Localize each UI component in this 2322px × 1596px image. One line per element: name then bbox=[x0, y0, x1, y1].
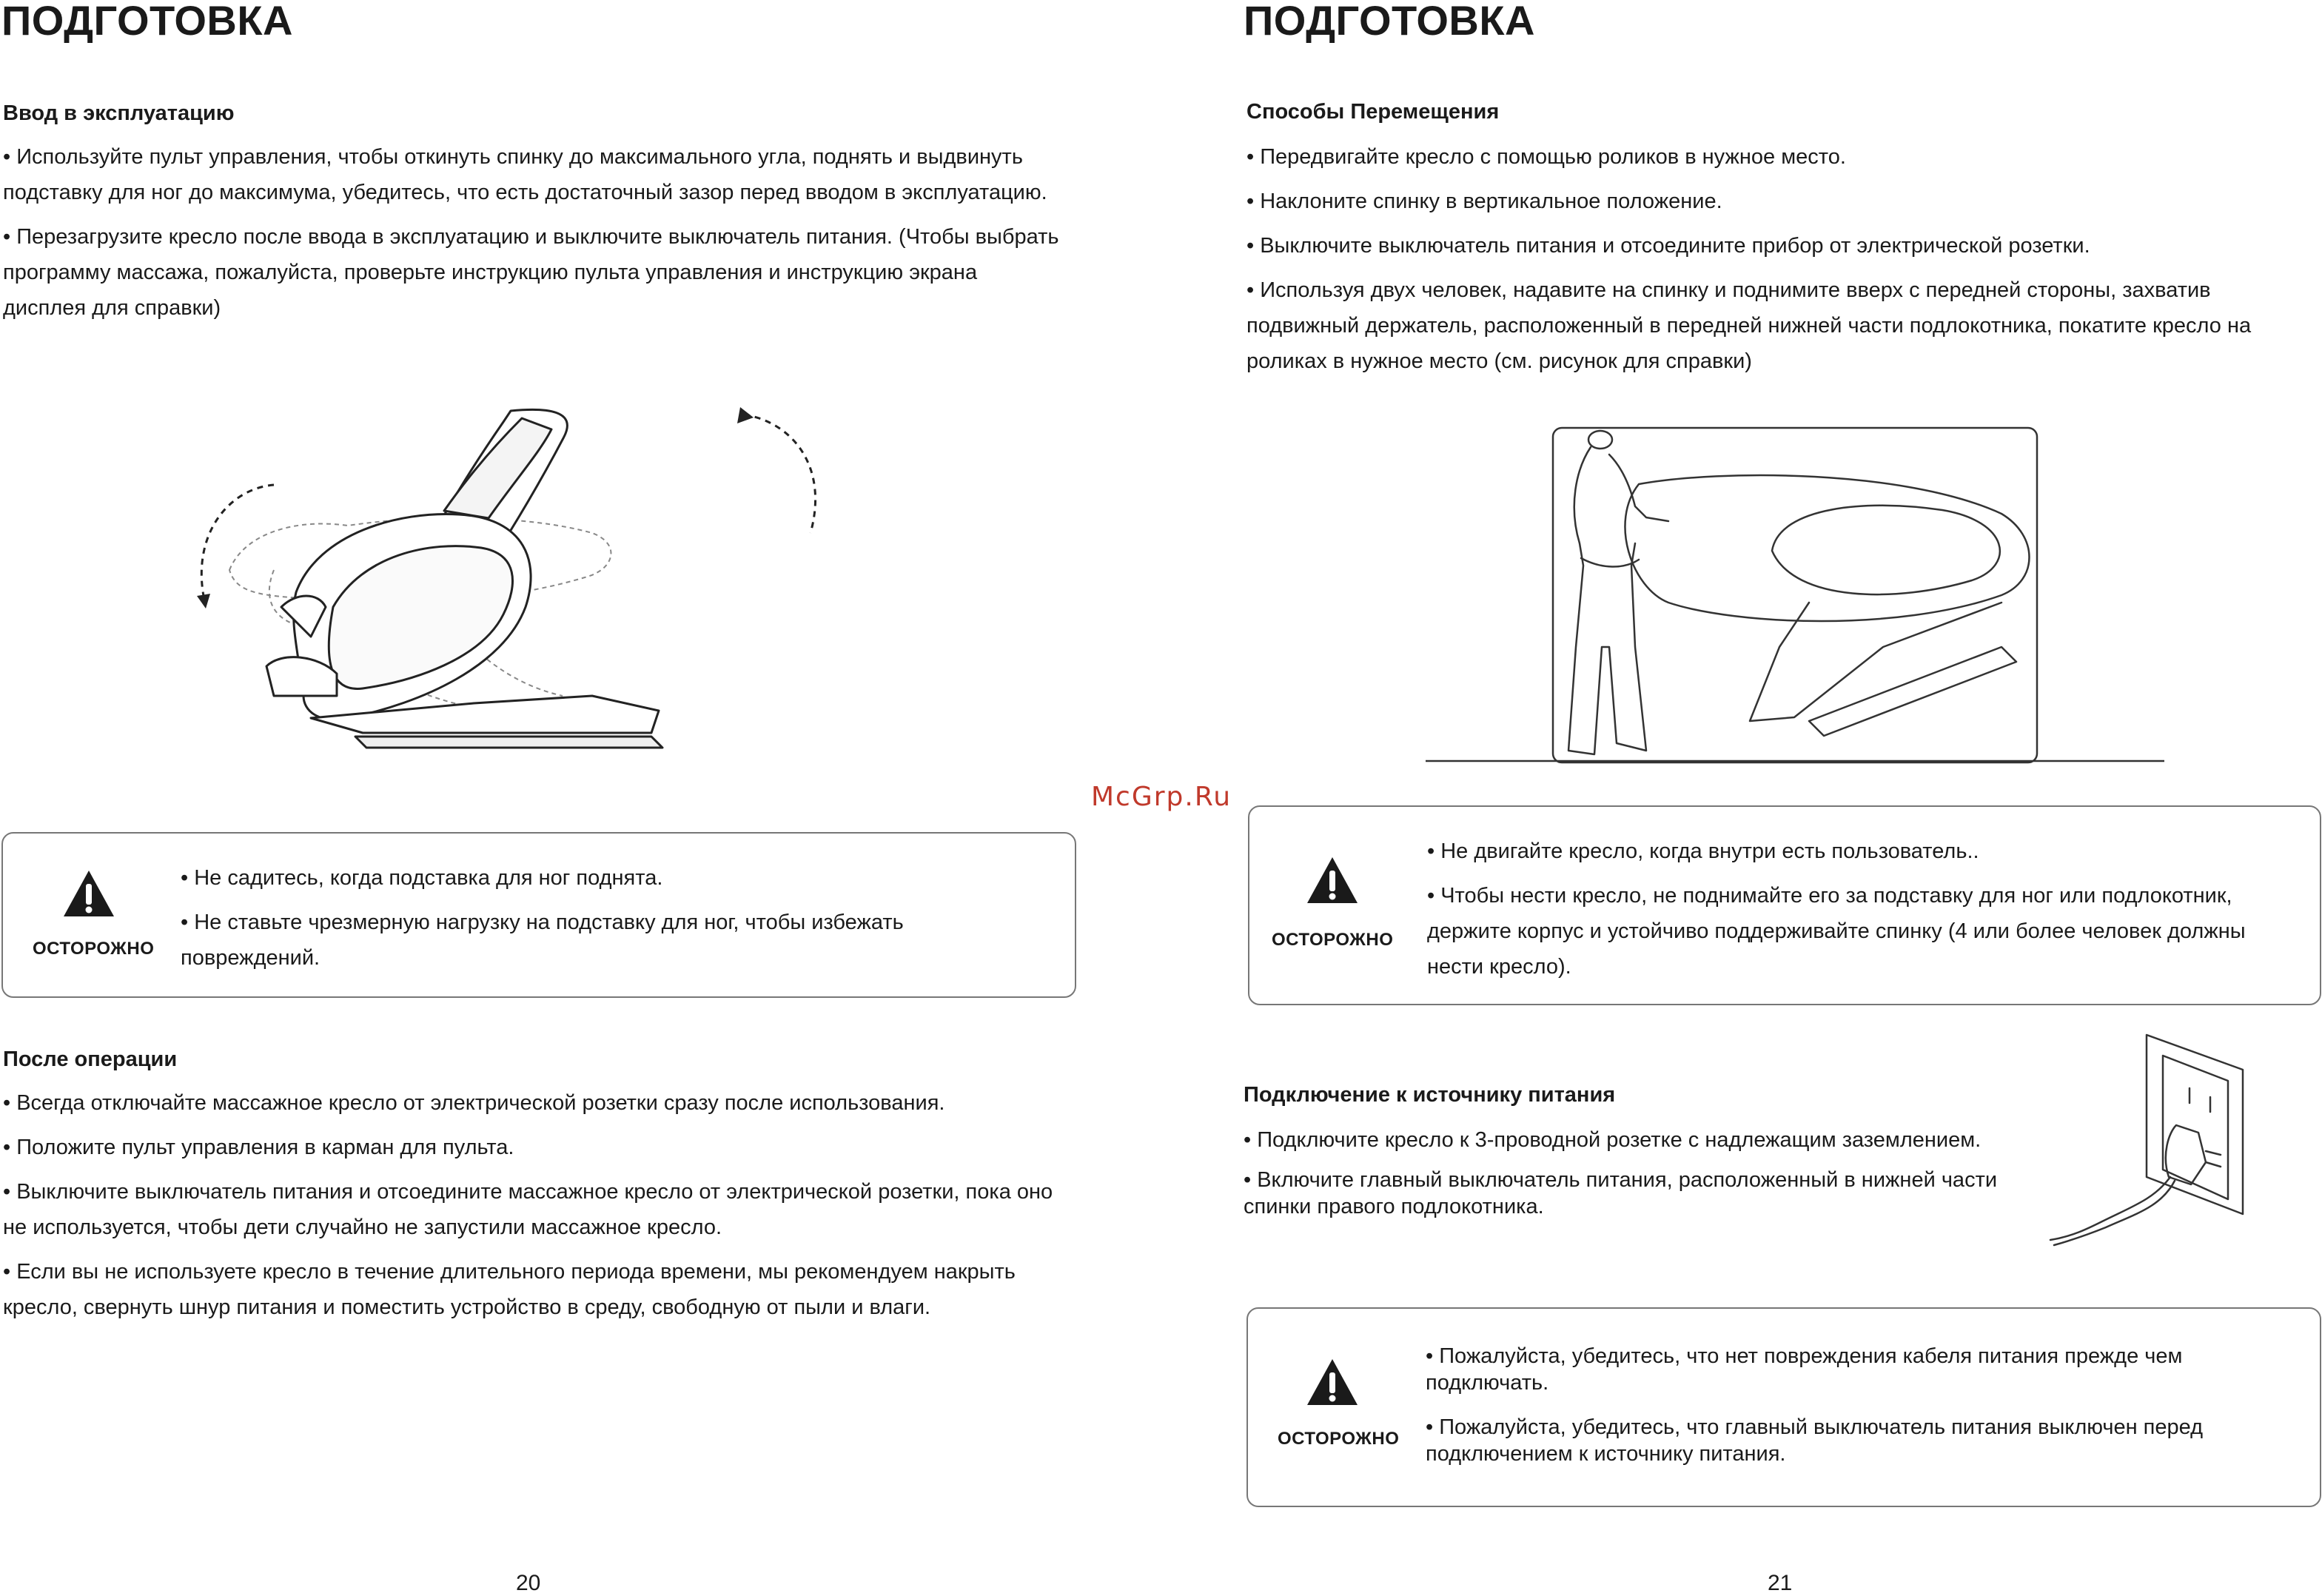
left-section2-paragraph-1: • Всегда отключайте массажное кресло от электрической розетки сразу после использования. bbox=[3, 1091, 945, 1115]
left-page-number: 20 bbox=[516, 1571, 541, 1595]
right-caution-1-item-1: • Не двигайте кресло, когда внутри есть пользователь.. bbox=[1427, 839, 1979, 863]
right-caution-2-item-1: • Пожалуйста, убедитесь, что нет повреждения кабеля питания прежде чем подключать. bbox=[1426, 1344, 2183, 1395]
right-page-number: 21 bbox=[1768, 1571, 1793, 1595]
right-caution-1-text bbox=[1427, 834, 2278, 993]
warning-triangle-icon bbox=[1306, 1358, 1359, 1406]
left-caution-label: ОСТОРОЖНО bbox=[33, 939, 155, 959]
right-section1-paragraph-4: • Используя двух человек, надавите на спинку и поднимите вверх с передней стороны, захватив подвижный держатель, расположенный в передней нижней части подлокотника, покатите кресло на роликах в нужное место (см. рисунок для справки) bbox=[1246, 278, 2252, 373]
right-caution-2-text bbox=[1426, 1343, 2277, 1476]
left-caution-box bbox=[1, 832, 1076, 998]
left-section2-paragraph-3: • Выключите выключатель питания и отсоедините массажное кресло от электрической розетки, пока оно не используется, чтобы дети случайно не запустили массажное кресло. bbox=[3, 1180, 1053, 1239]
left-caution-item-1: • Не садитесь, когда подставка для ног поднята. bbox=[181, 866, 663, 890]
left-section1-paragraph-2: • Перезагрузите кресло после ввода в эксплуатацию и выключите выключатель питания. (Чтобы выбрать программу массажа, пожалуйста, проверьте инструкцию пульта управления и инструкцию экрана дисплея для справки) bbox=[3, 225, 1059, 320]
left-section1-heading: Ввод в эксплуатацию bbox=[3, 101, 235, 125]
right-page-title: ПОДГОТОВКА bbox=[1244, 0, 1535, 44]
right-section2-paragraph-1: • Подключите кресло к 3-проводной розетке с надлежащим заземлением. bbox=[1244, 1128, 1982, 1152]
left-caution-text bbox=[181, 860, 1039, 985]
right-caution-2-item-2: • Пожалуйста, убедитесь, что главный выключатель питания выключен перед подключением к источнику питания. bbox=[1426, 1415, 2204, 1466]
right-section1-paragraph-3: • Выключите выключатель питания и отсоедините прибор от электрической розетки. bbox=[1246, 234, 2090, 258]
watermark: McGrp.Ru bbox=[1091, 782, 1232, 812]
right-caution-box-1 bbox=[1248, 805, 2321, 1005]
warning-triangle-icon bbox=[62, 869, 115, 918]
right-section1-body bbox=[1246, 139, 2312, 379]
chair-moving-illustration bbox=[1424, 425, 2172, 765]
right-section1-paragraph-2: • Наклоните спинку в вертикальное положение. bbox=[1246, 190, 1722, 213]
right-section2-heading: Подключение к источнику питания bbox=[1244, 1083, 1616, 1107]
left-page-title: ПОДГОТОВКА bbox=[1, 0, 293, 44]
left-section2-heading: После операции bbox=[3, 1047, 178, 1071]
right-section2-paragraph-2: • Включите главный выключатель питания, расположенный в нижней части спинки правого подлокотника. bbox=[1244, 1168, 1998, 1218]
power-socket-illustration bbox=[2043, 1029, 2265, 1251]
left-section2-body bbox=[3, 1085, 1076, 1325]
right-caution-1-item-2: • Чтобы нести кресло, не поднимайте его за подставку для ног или подлокотник, держите корпус и устойчиво поддерживайте спинку (4 или более человек должны нести кресло). bbox=[1427, 884, 2246, 979]
left-section1-body bbox=[3, 139, 1061, 326]
left-section2-paragraph-2: • Положите пульт управления в карман для пульта. bbox=[3, 1136, 514, 1159]
warning-triangle-icon bbox=[1306, 856, 1359, 905]
right-caution-1-label: ОСТОРОЖНО bbox=[1272, 930, 1394, 950]
right-section1-heading: Способы Перемещения bbox=[1246, 100, 1500, 124]
left-caution-item-2: • Не ставьте чрезмерную нагрузку на подставку для ног, чтобы избежать повреждений. bbox=[181, 911, 904, 970]
chair-recline-illustration bbox=[178, 385, 859, 755]
left-section2-paragraph-4: • Если вы не используете кресло в течение длительного периода времени, мы рекомендуем накрыть кресло, свернуть шнур питания и поместить устройство в среду, свободную от пыли и влаги. bbox=[3, 1260, 1016, 1319]
left-section1-paragraph-1: • Используйте пульт управления, чтобы откинуть спинку до максимального угла, поднять и выдвинуть подставку для ног до максимума, убедитесь, что есть достаточный зазор перед вводом в эксплуатацию. bbox=[3, 145, 1047, 204]
right-caution-box-2 bbox=[1246, 1307, 2321, 1507]
right-caution-2-label: ОСТОРОЖНО bbox=[1278, 1429, 1400, 1449]
right-section1-paragraph-1: • Передвигайте кресло с помощью роликов в нужное место. bbox=[1246, 145, 1846, 169]
right-section2-body bbox=[1244, 1122, 2065, 1220]
